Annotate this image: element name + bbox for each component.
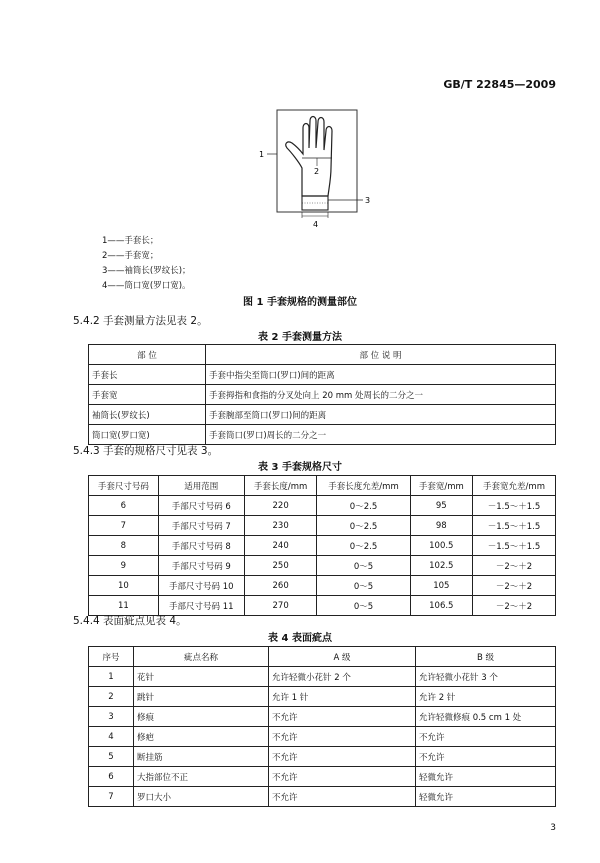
table-cell: 跳针 <box>134 687 269 707</box>
table4-caption: 表 4 表面疵点 <box>268 633 332 644</box>
table-cell: 不允许 <box>416 747 556 767</box>
table-cell: 轻微允许 <box>416 767 556 787</box>
table-cell: 9 <box>89 556 159 576</box>
table-cell: 240 <box>244 536 317 556</box>
table-cell: 允许轻微修痕 0.5 cm 1 处 <box>416 707 556 727</box>
table-cell: 手套拇指和食指的分叉处向上 20 mm 处周长的二分之一 <box>206 385 556 405</box>
table-cell: 230 <box>244 516 317 536</box>
table4-header: 序号 <box>89 647 134 667</box>
figure-caption: 图 1 手套规格的测量部位 <box>243 297 357 308</box>
table-cell: 手套腕部至筒口(罗口)间的距离 <box>206 405 556 425</box>
legend-item: 2——手套宽； <box>102 251 159 261</box>
table-cell: 6 <box>89 767 134 787</box>
table-cell: 100.5 <box>410 536 472 556</box>
table-cell: 手部尺寸号码 6 <box>158 496 244 516</box>
table-cell: 花针 <box>134 667 269 687</box>
table4-header: A 级 <box>269 647 416 667</box>
table-cell: 不允许 <box>269 767 416 787</box>
table-cell: 220 <box>244 496 317 516</box>
table-cell: 手套宽 <box>89 385 206 405</box>
legend-item: 3——袖筒长(罗纹长)； <box>102 266 191 276</box>
table-cell: 手部尺寸号码 11 <box>158 596 244 616</box>
table-header-row <box>89 647 556 667</box>
table-row <box>89 767 556 787</box>
table-cell: 250 <box>244 556 317 576</box>
table-row <box>89 405 556 425</box>
table-cell: －1.5～＋1.5 <box>473 496 556 516</box>
table-cell: 95 <box>410 496 472 516</box>
table2-header-part: 部 位 <box>89 345 206 365</box>
table-row <box>89 727 556 747</box>
table3-header: 适用范围 <box>158 476 244 496</box>
table-cell: 断挂筋 <box>134 747 269 767</box>
table-cell: 3 <box>89 707 134 727</box>
table-cell: 手套长 <box>89 365 206 385</box>
legend-item: 1——手套长； <box>102 236 159 246</box>
table-cell: －2～＋2 <box>473 556 556 576</box>
callout-2: 2 <box>314 167 320 176</box>
table-cell: －1.5～＋1.5 <box>473 516 556 536</box>
table-cell: 不允许 <box>269 787 416 807</box>
glove-outline <box>286 117 332 197</box>
table4 <box>88 646 556 807</box>
clause-5-4-3: 5.4.3 手套的规格尺寸见表 3。 <box>73 445 219 457</box>
table4-header: B 级 <box>416 647 556 667</box>
table3-caption: 表 3 手套规格尺寸 <box>258 462 342 473</box>
table-cell: 0～2.5 <box>317 496 410 516</box>
table3-header: 手套长度/mm <box>244 476 317 496</box>
table-cell: 手部尺寸号码 10 <box>158 576 244 596</box>
table-cell: 6 <box>89 496 159 516</box>
callout-4: 4 <box>313 220 319 229</box>
table-row <box>89 556 556 576</box>
table-row <box>89 365 556 385</box>
table-cell: 106.5 <box>410 596 472 616</box>
table-row <box>89 536 556 556</box>
table-cell: 允许 2 针 <box>416 687 556 707</box>
table-cell: 5 <box>89 747 134 767</box>
table-cell: 98 <box>410 516 472 536</box>
clause-5-4-2: 5.4.2 手套测量方法见表 2。 <box>73 315 208 327</box>
table-cell: 102.5 <box>410 556 472 576</box>
table3-header: 手套宽/mm <box>410 476 472 496</box>
table-cell: 罗口大小 <box>134 787 269 807</box>
table-cell: 0～2.5 <box>317 516 410 536</box>
table-row <box>89 385 556 405</box>
table-row <box>89 576 556 596</box>
table2-header-description: 部 位 说 明 <box>206 345 556 365</box>
table-row <box>89 667 556 687</box>
table4-header: 疵点名称 <box>134 647 269 667</box>
table-cell: 筒口宽(罗口宽) <box>89 425 206 445</box>
table-cell: 10 <box>89 576 159 596</box>
table-cell: 不允许 <box>269 727 416 747</box>
standard-number: GB/T 22845—2009 <box>443 78 556 91</box>
table-row <box>89 496 556 516</box>
callout-1: 1 <box>259 150 265 159</box>
table-cell: 大指部位不正 <box>134 767 269 787</box>
table-cell: －1.5～＋1.5 <box>473 536 556 556</box>
table-cell: 手部尺寸号码 8 <box>158 536 244 556</box>
table3-header: 手套尺寸号码 <box>89 476 159 496</box>
table-cell: 允许 1 针 <box>269 687 416 707</box>
table-cell: 1 <box>89 667 134 687</box>
table-row <box>89 707 556 727</box>
table-cell: 手套筒口(罗口)周长的二分之一 <box>206 425 556 445</box>
page-number: 3 <box>550 823 556 833</box>
table-cell: 袖筒长(罗纹长) <box>89 405 206 425</box>
table-cell: 0～5 <box>317 596 410 616</box>
table-row <box>89 787 556 807</box>
table2 <box>88 344 556 445</box>
table-cell: 8 <box>89 536 159 556</box>
table-cell: 270 <box>244 596 317 616</box>
figure-legend <box>102 234 191 294</box>
table-cell: 7 <box>89 516 159 536</box>
table-cell: －2～＋2 <box>473 576 556 596</box>
clause-5-4-4: 5.4.4 表面疵点见表 4。 <box>73 615 187 627</box>
table-cell: 0～2.5 <box>317 536 410 556</box>
legend-item: 4——筒口宽(罗口宽)。 <box>102 281 191 291</box>
table-cell: 7 <box>89 787 134 807</box>
table-cell: 修疤 <box>134 727 269 747</box>
table-cell: 手部尺寸号码 9 <box>158 556 244 576</box>
table-cell: 105 <box>410 576 472 596</box>
table-cell: 4 <box>89 727 134 747</box>
table-cell: 允许轻微小花针 3 个 <box>416 667 556 687</box>
table-cell: 2 <box>89 687 134 707</box>
table-cell: 手部尺寸号码 7 <box>158 516 244 536</box>
table-header-row <box>89 345 556 365</box>
table-cell: －2～＋2 <box>473 596 556 616</box>
table-cell: 允许轻微小花针 2 个 <box>269 667 416 687</box>
table-cell: 手套中指尖至筒口(罗口)间的距离 <box>206 365 556 385</box>
table-cell: 0～5 <box>317 556 410 576</box>
table-row <box>89 516 556 536</box>
table-cell: 不允许 <box>269 747 416 767</box>
table-row <box>89 747 556 767</box>
glove-measurement-figure <box>255 108 380 230</box>
table-cell: 0～5 <box>317 576 410 596</box>
callout-3: 3 <box>365 196 371 205</box>
table-cell: 11 <box>89 596 159 616</box>
table3 <box>88 475 556 616</box>
table-cell: 不允许 <box>269 707 416 727</box>
table-cell: 修痕 <box>134 707 269 727</box>
table-row <box>89 687 556 707</box>
table2-caption: 表 2 手套测量方法 <box>258 332 342 343</box>
table-row <box>89 425 556 445</box>
table-cell: 不允许 <box>416 727 556 747</box>
table-header-row <box>89 476 556 496</box>
table3-header: 手套长度允差/mm <box>317 476 410 496</box>
table3-header: 手套宽允差/mm <box>473 476 556 496</box>
table-cell: 轻微允许 <box>416 787 556 807</box>
table-cell: 260 <box>244 576 317 596</box>
